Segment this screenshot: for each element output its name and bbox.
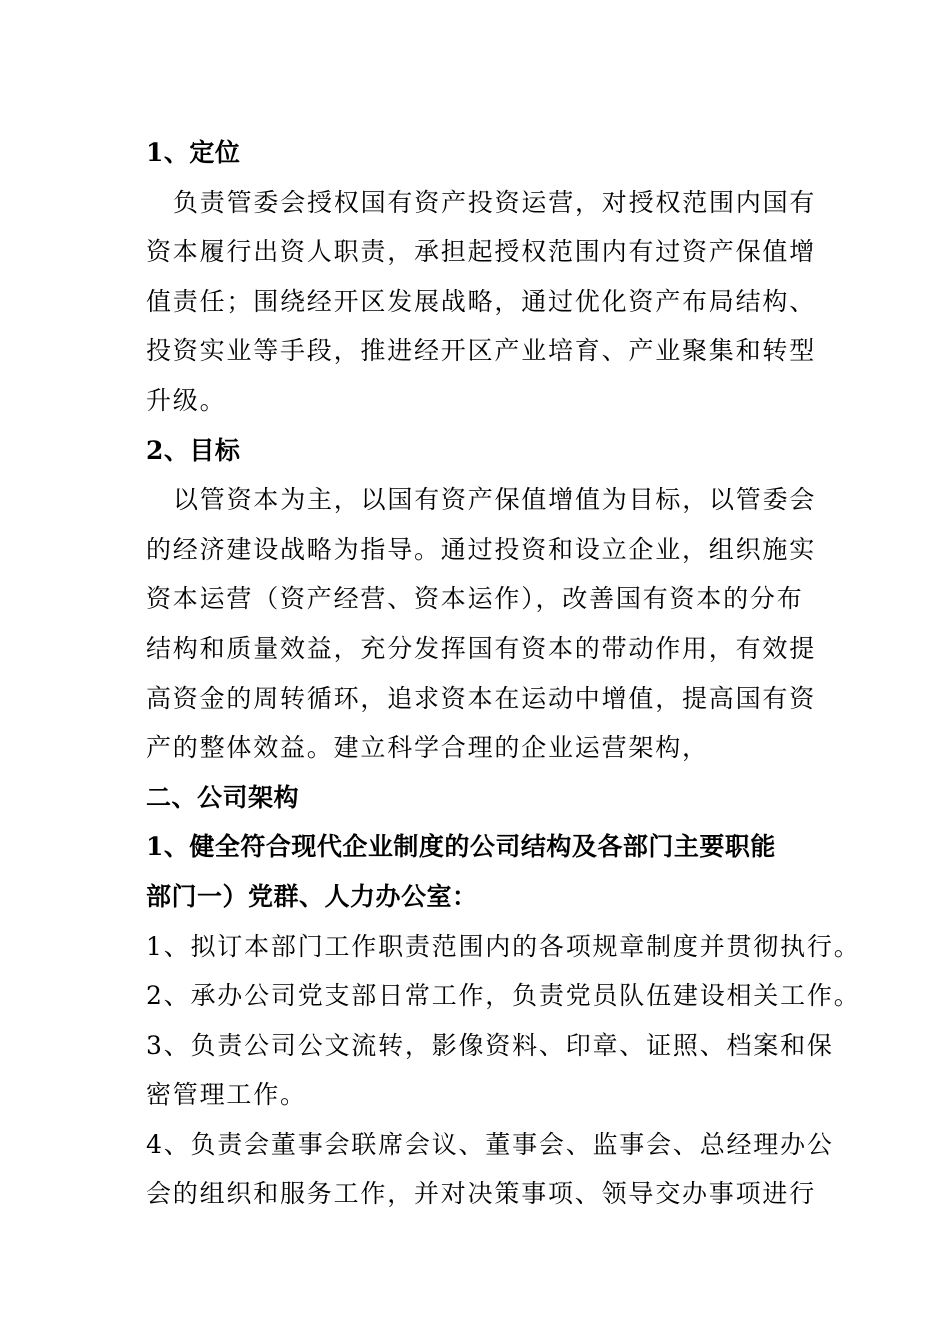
paragraph-line: 资本履行出资人职责，承担起授权范围内有过资产保值增 [146, 237, 817, 267]
duty-item: 3、负责公司公文流转，影像资料、印章、证照、档案和保 [146, 1030, 834, 1060]
paragraph-line: 高资金的周转循环，追求资本在运动中增值，提高国有资 [146, 683, 817, 713]
duty-item-continued: 密管理工作。 [146, 1080, 307, 1110]
chapter-heading-company-structure: 二、公司架构 [146, 782, 300, 812]
duty-item-continued: 会的组织和服务工作，并对决策事项、领导交办事项进行 [146, 1179, 817, 1209]
paragraph-line: 产的整体效益。建立科学合理的企业运营架构， [146, 733, 709, 763]
paragraph-line: 升级。 [146, 385, 227, 415]
paragraph-line: 结构和质量效益，充分发挥国有资本的带动作用，有效提 [146, 633, 817, 663]
paragraph-line: 值责任；围绕经开区发展战略，通过优化资产布局结构、 [146, 286, 817, 316]
duty-item: 4、负责会董事会联席会议、董事会、监事会、总经理办公 [146, 1129, 834, 1159]
paragraph-line: 以管资本为主，以国有资产保值增值为目标，以管委会 [173, 485, 817, 515]
duty-item: 1、拟订本部门工作职责范围内的各项规章制度并贯彻执行。 [146, 931, 861, 961]
document-page [146, 128, 861, 1219]
section-heading-positioning: 1、定位 [146, 138, 241, 167]
subsection-heading: 1、健全符合现代企业制度的公司结构及各部门主要职能 [146, 832, 776, 862]
department-heading: 部门一）党群、人力办公室： [146, 881, 478, 911]
paragraph-line: 的经济建设战略为指导。通过投资和设立企业，组织施实 [146, 534, 817, 564]
paragraph-line: 投资实业等手段，推进经开区产业培育、产业聚集和转型 [146, 336, 817, 366]
section-heading-goal: 2、目标 [146, 435, 241, 465]
duty-item: 2、承办公司党支部日常工作，负责党员队伍建设相关工作。 [146, 981, 861, 1011]
paragraph-line: 资本运营（资产经营、资本运作），改善国有资本的分布 [146, 584, 804, 614]
paragraph-line: 负责管委会授权国有资产投资运营，对授权范围内国有 [173, 187, 817, 217]
